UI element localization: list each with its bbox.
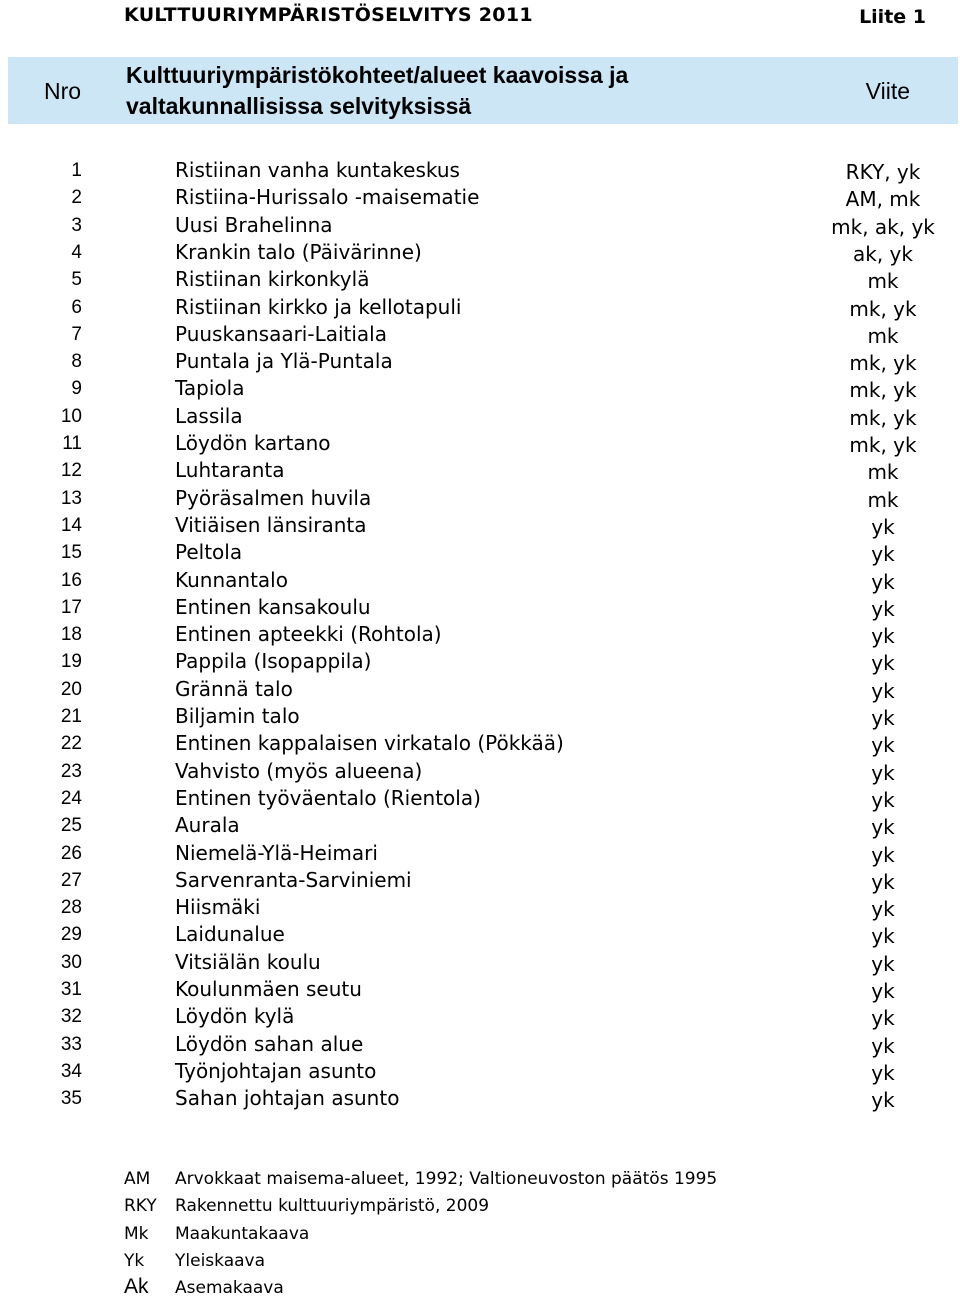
row-number: 34	[60, 1060, 82, 1082]
document-title: KULTTUURIYMPÄRISTÖSELVITYS 2011	[124, 4, 533, 26]
row-reference: yk	[871, 787, 895, 812]
row-number: 12	[60, 460, 82, 482]
table-row	[0, 158, 960, 185]
row-number: 25	[60, 815, 82, 837]
row-reference: yk	[871, 842, 895, 867]
row-name: Ristiinan kirkko ja kellotapuli	[175, 294, 462, 319]
table-row	[0, 759, 960, 786]
row-reference: mk	[867, 323, 899, 348]
row-name: Pyöräsalmen huvila	[175, 485, 372, 510]
row-name: Entinen kansakoulu	[175, 594, 371, 619]
row-name: Sahan johtajan asunto	[175, 1086, 400, 1111]
row-reference: mk	[867, 269, 899, 294]
row-number: 22	[60, 733, 82, 755]
row-number: 33	[60, 1033, 82, 1055]
row-name: Vitsiälän koulu	[175, 949, 321, 974]
table-row	[0, 213, 960, 240]
table-row	[0, 1004, 960, 1031]
row-reference: mk	[867, 487, 899, 512]
row-number: 10	[60, 405, 82, 427]
row-number: 35	[60, 1088, 82, 1110]
row-number: 28	[60, 897, 82, 919]
column-header-title-line1: Kulttuuriympäristökohteet/alueet kaavoissa ja	[126, 62, 629, 88]
legend-item	[0, 1169, 960, 1195]
column-header-title-line2: valtakunnallisissa selvityksissä	[126, 93, 472, 119]
table-row	[0, 376, 960, 403]
row-number: 26	[60, 842, 82, 864]
table-row	[0, 950, 960, 977]
row-reference: yk	[871, 951, 895, 976]
table-row	[0, 1032, 960, 1059]
row-name: Vahvisto (myös alueena)	[175, 758, 423, 783]
row-number: 5	[71, 269, 82, 291]
row-reference: ak, yk	[853, 241, 913, 266]
row-number: 23	[60, 760, 82, 782]
legend-description: Maakuntakaava	[175, 1223, 310, 1244]
row-reference: mk, yk	[849, 296, 917, 321]
legend-description: Asemakaava	[175, 1278, 284, 1299]
legend-abbreviation: Ak	[124, 1275, 149, 1299]
legend-abbreviation: Mk	[124, 1223, 149, 1244]
row-name: Peltola	[175, 540, 243, 565]
legend-description: Yleiskaava	[175, 1250, 266, 1271]
table-row	[0, 595, 960, 622]
row-reference: AM, mk	[845, 187, 921, 212]
row-number: 18	[60, 624, 82, 646]
row-name: Ristiinan kirkonkylä	[175, 267, 370, 292]
row-name: Biljamin talo	[175, 704, 300, 728]
row-reference: RKY, yk	[845, 160, 921, 184]
column-header-nro: Nro	[44, 78, 82, 104]
row-name: Sarvenranta-Sarviniemi	[175, 867, 412, 892]
row-number: 4	[71, 241, 82, 263]
table-row	[0, 349, 960, 376]
row-name: Entinen työväentalo (Rientola)	[175, 785, 481, 810]
row-name: Löydön kylä	[175, 1004, 295, 1029]
row-number: 1	[71, 160, 82, 181]
row-reference: yk	[871, 1088, 895, 1113]
legend-abbreviation: Yk	[124, 1250, 145, 1271]
row-reference: yk	[871, 1006, 895, 1031]
row-number: 2	[71, 187, 82, 209]
row-name: Työnjohtajan asunto	[175, 1058, 377, 1083]
table-row	[0, 240, 960, 267]
row-name: Tapiola	[175, 376, 245, 401]
row-number: 15	[60, 542, 82, 564]
row-reference: yk	[871, 569, 895, 594]
table-row	[0, 513, 960, 540]
table-row	[0, 431, 960, 458]
table-row	[0, 649, 960, 676]
legend-item	[0, 1224, 960, 1250]
table-row	[0, 813, 960, 840]
row-number: 32	[60, 1006, 82, 1028]
table-row	[0, 731, 960, 758]
row-name: Löydön sahan alue	[175, 1031, 364, 1056]
legend-abbreviation: RKY	[124, 1196, 157, 1217]
legend-item	[0, 1196, 960, 1222]
row-reference: yk	[871, 924, 895, 949]
table-row	[0, 568, 960, 595]
row-number: 8	[71, 351, 82, 373]
row-reference: yk	[871, 678, 895, 703]
row-name: Laidunalue	[175, 922, 285, 947]
row-name: Grännä talo	[175, 676, 293, 701]
row-reference: yk	[871, 733, 895, 758]
row-number: 21	[60, 706, 82, 727]
row-reference: mk, yk	[849, 351, 917, 376]
row-number: 6	[71, 296, 82, 318]
row-reference: yk	[871, 542, 895, 567]
table-row	[0, 895, 960, 922]
row-reference: mk, yk	[849, 405, 917, 430]
row-name: Pappila (Isopappila)	[175, 649, 372, 674]
row-name: Entinen apteekki (Rohtola)	[175, 622, 442, 647]
row-number: 7	[71, 323, 82, 345]
table-row	[0, 704, 960, 731]
table-row	[0, 1086, 960, 1113]
table-row	[0, 922, 960, 949]
row-reference: mk	[867, 460, 899, 485]
row-reference: yk	[871, 1060, 895, 1085]
row-name: Löydön kartano	[175, 431, 331, 455]
legend-item	[0, 1275, 960, 1304]
row-number: 14	[60, 514, 82, 536]
row-number: 24	[60, 787, 82, 809]
row-name: Koulunmäen seutu	[175, 977, 362, 1001]
row-name: Niemelä-Ylä-Heimari	[175, 840, 378, 865]
table-row	[0, 622, 960, 649]
row-number: 16	[60, 569, 82, 591]
table-row	[0, 322, 960, 349]
legend-abbreviation: AM	[124, 1169, 151, 1189]
row-number: 27	[60, 869, 82, 891]
legend-item	[0, 1251, 960, 1277]
row-name: Hiismäki	[175, 895, 261, 920]
row-reference: mk, ak, yk	[831, 214, 935, 239]
row-number: 20	[60, 678, 82, 700]
row-reference: mk, yk	[849, 433, 917, 457]
table-row	[0, 1059, 960, 1086]
row-name: Aurala	[175, 813, 240, 838]
table-row	[0, 185, 960, 212]
row-reference: yk	[871, 706, 895, 730]
table-row	[0, 404, 960, 431]
table-row	[0, 458, 960, 485]
appendix-label: Liite 1	[859, 6, 926, 28]
row-name: Entinen kappalaisen virkatalo (Pökkää)	[175, 731, 564, 756]
row-number: 13	[60, 487, 82, 509]
row-number: 11	[62, 433, 82, 454]
row-name: Puuskansaari-Laitiala	[175, 321, 387, 346]
table-row	[0, 841, 960, 868]
table-row	[0, 295, 960, 322]
row-name: Luhtaranta	[175, 458, 285, 483]
table-row	[0, 677, 960, 704]
row-reference: yk	[871, 869, 895, 894]
row-number: 29	[60, 924, 82, 946]
row-reference: yk	[871, 624, 895, 649]
row-reference: yk	[871, 979, 895, 1003]
row-reference: yk	[871, 514, 895, 539]
row-number: 3	[71, 214, 82, 236]
row-number: 30	[60, 951, 82, 973]
row-reference: yk	[871, 651, 895, 676]
table-row	[0, 977, 960, 1004]
row-reference: yk	[871, 596, 895, 621]
row-name: Ristiina-Hurissalo -maisematie	[175, 185, 480, 210]
row-name: Uusi Brahelinna	[175, 212, 333, 237]
table-row	[0, 868, 960, 895]
table-header	[8, 57, 958, 124]
row-name: Vitiäisen länsiranta	[175, 512, 367, 537]
row-reference: yk	[871, 760, 895, 785]
legend-description: Rakennettu kulttuuriympäristö, 2009	[175, 1196, 490, 1217]
legend-description: Arvokkaat maisema-alueet, 1992; Valtioneuvoston päätös 1995	[175, 1169, 718, 1189]
row-reference: yk	[871, 1033, 895, 1058]
row-number: 17	[60, 596, 82, 618]
row-name: Puntala ja Ylä-Puntala	[175, 349, 393, 374]
row-number: 19	[60, 651, 82, 673]
row-name: Ristiinan vanha kuntakeskus	[175, 158, 460, 182]
table-row	[0, 540, 960, 567]
row-reference: yk	[871, 897, 895, 922]
table-row	[0, 486, 960, 513]
table-row	[0, 267, 960, 294]
table-row	[0, 786, 960, 813]
row-name: Krankin talo (Päivärinne)	[175, 239, 422, 264]
row-number: 9	[71, 378, 82, 400]
row-reference: mk, yk	[849, 378, 917, 403]
column-header-title	[126, 60, 628, 122]
row-name: Lassila	[175, 403, 243, 428]
row-reference: yk	[871, 815, 895, 840]
column-header-ref: Viite	[865, 78, 910, 104]
row-number: 31	[60, 979, 82, 1000]
row-name: Kunnantalo	[175, 567, 288, 592]
